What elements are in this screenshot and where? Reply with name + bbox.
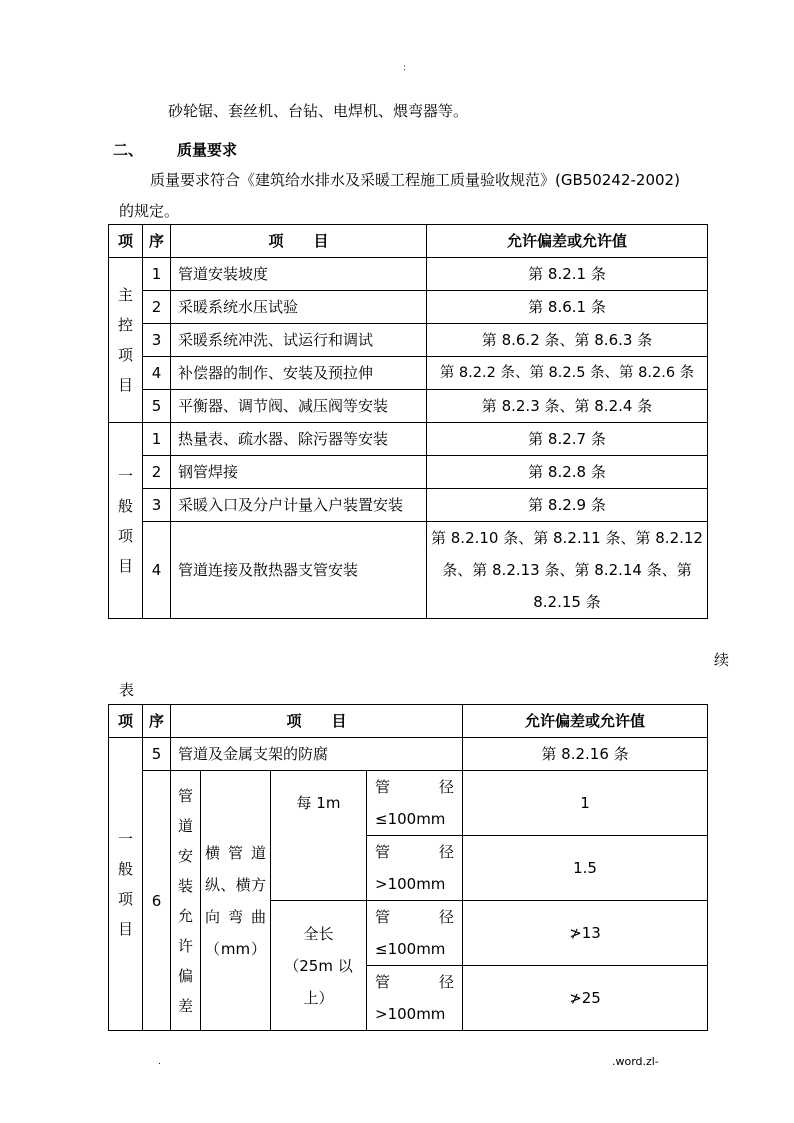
row-item: 管道安装坡度 [171,258,427,291]
span-label-per-meter: 每 1m [271,771,367,901]
quality-table-continued [108,704,708,1031]
row-number: 3 [143,489,171,522]
header-number: 序 [143,705,171,738]
condition-text: 管径≤100mm [367,901,463,966]
header-category: 项 [109,705,143,738]
row-value: 第 8.2.8 条 [427,456,708,489]
row-value: 第 8.6.1 条 [427,291,708,324]
row-number: 1 [143,258,171,291]
row-number: 2 [143,291,171,324]
header-category: 项 [109,225,143,258]
row-item: 管道连接及散热器支管安装 [171,522,427,619]
row-number: 5 [143,738,171,771]
row-item: 平衡器、调节阀、减压阀等安装 [171,390,427,423]
paragraph-line-1: 质量要求符合《建筑给水排水及采暖工程施工质量验收规范》(GB50242-2002) [150,171,680,189]
intro-line: 砂轮锯、套丝机、台钻、电焊机、煨弯器等。 [168,102,469,120]
row-item: 热量表、疏水器、除污器等安装 [171,423,427,456]
row-item: 钢管焊接 [171,456,427,489]
condition-value: ≯25 [463,966,708,1031]
row-item: 采暖入口及分户计量入户装置安装 [171,489,427,522]
group-label-general: 一 般 项 目 [109,738,143,1031]
row-item: 补偿器的制作、安装及预拉伸 [171,357,427,390]
row-number: 6 [143,771,171,1031]
header-value: 允许偏差或允许值 [427,225,708,258]
span-label-full-length: 全长（25m 以上） [271,901,367,1031]
row-value: 第 8.2.10 条、第 8.2.11 条、第 8.2.12 条、第 8.2.13 条、第 8.2.14 条、第 8.2.15 条 [427,522,708,619]
paragraph-line-2: 的规定。 [119,202,180,220]
continued-label-part2: 表 [119,681,135,699]
row-value: 第 8.6.2 条、第 8.6.3 条 [427,324,708,357]
row-item: 采暖系统水压试验 [171,291,427,324]
condition-text: 管径>100mm [367,966,463,1031]
row-number: 1 [143,423,171,456]
condition-value: 1.5 [463,836,708,901]
header-item: 项 目 [171,225,427,258]
row-value: 第 8.2.2 条、第 8.2.5 条、第 8.2.6 条 [427,357,708,390]
header-item: 项 目 [171,705,463,738]
row-value: 第 8.2.16 条 [463,738,708,771]
row-value: 第 8.2.7 条 [427,423,708,456]
row-value: 第 8.2.1 条 [427,258,708,291]
section-title: 质量要求 [177,141,238,159]
row-subcategory: 横管道纵、横方向弯曲（mm） [201,771,271,1031]
condition-value: ≯13 [463,901,708,966]
condition-text: 管径≤100mm [367,771,463,836]
header-number: 序 [143,225,171,258]
row-item: 采暖系统冲洗、试运行和调试 [171,324,427,357]
quality-table [108,224,708,619]
footer-right: .word.zl- [612,1055,659,1068]
row-number: 3 [143,324,171,357]
condition-value: 1 [463,771,708,836]
group-label-main-control: 主 控 项 目 [109,258,143,423]
group-label-general: 一 般 项 目 [109,423,143,619]
header-mark: : [403,63,407,73]
row-item: 管道及金属支架的防腐 [171,738,463,771]
row-value: 第 8.2.3 条、第 8.2.4 条 [427,390,708,423]
condition-text: 管径>100mm [367,836,463,901]
footer-left: . [158,1057,161,1067]
row-number: 4 [143,522,171,619]
section-number: 二、 [113,141,144,159]
continued-label-part1: 续 [714,651,730,669]
header-value: 允许偏差或允许值 [463,705,708,738]
row-number: 4 [143,357,171,390]
row-value: 第 8.2.9 条 [427,489,708,522]
row-number: 5 [143,390,171,423]
row-category: 管 道 安 装 允 许 偏 差 [171,771,201,1031]
row-number: 2 [143,456,171,489]
